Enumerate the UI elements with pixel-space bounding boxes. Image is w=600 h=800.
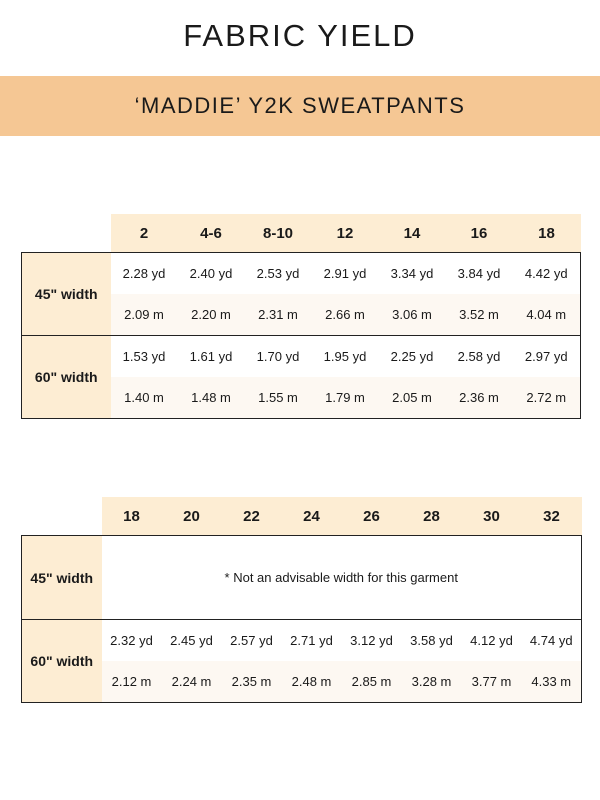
size-header-row <box>22 214 581 253</box>
fabric-width-label: 60" width <box>22 620 102 703</box>
yield-cell: 2.97 yd <box>513 336 581 378</box>
yield-row-yards <box>22 620 582 662</box>
yield-cell: 4.33 m <box>522 661 582 703</box>
yield-cell: 2.36 m <box>446 377 513 419</box>
yield-cell: 3.58 yd <box>402 620 462 662</box>
yield-cell: 1.70 yd <box>245 336 312 378</box>
size-header: 22 <box>222 497 282 536</box>
yield-cell: 2.09 m <box>111 294 178 336</box>
yield-cell: 2.25 yd <box>379 336 446 378</box>
yield-cell: 4.12 yd <box>462 620 522 662</box>
fabric-width-label: 45" width <box>22 536 102 620</box>
size-header: 4-6 <box>178 214 245 253</box>
not-advisable-note: * Not an advisable width for this garment <box>102 536 582 620</box>
size-header: 12 <box>312 214 379 253</box>
yield-cell: 2.66 m <box>312 294 379 336</box>
pattern-name-banner <box>0 76 600 136</box>
size-header: 28 <box>402 497 462 536</box>
yield-cell: 2.20 m <box>178 294 245 336</box>
yield-cell: 1.61 yd <box>178 336 245 378</box>
yield-cell: 2.31 m <box>245 294 312 336</box>
size-header: 26 <box>342 497 402 536</box>
yield-cell: 1.55 m <box>245 377 312 419</box>
yield-row-meters <box>22 661 582 703</box>
yield-cell: 3.77 m <box>462 661 522 703</box>
yield-cell: 2.40 yd <box>178 253 245 295</box>
yield-cell: 2.91 yd <box>312 253 379 295</box>
yield-cell: 2.24 m <box>162 661 222 703</box>
yield-cell: 2.32 yd <box>102 620 162 662</box>
corner-cell <box>22 214 111 253</box>
yield-cell: 2.12 m <box>102 661 162 703</box>
yield-row-yards <box>22 253 581 295</box>
yield-cell: 3.34 yd <box>379 253 446 295</box>
yield-cell: 2.58 yd <box>446 336 513 378</box>
fabric-width-label: 45" width <box>22 253 111 336</box>
yield-cell: 3.28 m <box>402 661 462 703</box>
yield-cell: 2.48 m <box>282 661 342 703</box>
yield-cell: 2.05 m <box>379 377 446 419</box>
size-header: 24 <box>282 497 342 536</box>
yield-cell: 1.95 yd <box>312 336 379 378</box>
yield-cell: 3.06 m <box>379 294 446 336</box>
yield-table-large-sizes <box>21 497 582 703</box>
yield-row-45-width <box>22 536 582 620</box>
size-header: 18 <box>102 497 162 536</box>
yield-cell: 2.72 m <box>513 377 581 419</box>
yield-cell: 4.74 yd <box>522 620 582 662</box>
yield-cell: 1.53 yd <box>111 336 178 378</box>
size-header: 16 <box>446 214 513 253</box>
yield-cell: 2.71 yd <box>282 620 342 662</box>
size-header-row <box>22 497 582 536</box>
yield-table-small-sizes <box>21 214 581 419</box>
yield-cell: 3.12 yd <box>342 620 402 662</box>
size-header: 14 <box>379 214 446 253</box>
fabric-width-label: 60" width <box>22 336 111 419</box>
yield-cell: 4.04 m <box>513 294 581 336</box>
yield-row-yards <box>22 336 581 378</box>
size-header: 20 <box>162 497 222 536</box>
size-header: 32 <box>522 497 582 536</box>
yield-cell: 4.42 yd <box>513 253 581 295</box>
size-header: 2 <box>111 214 178 253</box>
size-header: 8-10 <box>245 214 312 253</box>
corner-cell <box>22 497 102 536</box>
yield-cell: 2.28 yd <box>111 253 178 295</box>
pattern-name: ‘MADDIE’ Y2K SWEATPANTS <box>134 93 466 118</box>
yield-cell: 1.48 m <box>178 377 245 419</box>
size-header: 30 <box>462 497 522 536</box>
yield-cell: 1.40 m <box>111 377 178 419</box>
size-header: 18 <box>513 214 581 253</box>
yield-cell: 2.57 yd <box>222 620 282 662</box>
yield-cell: 2.53 yd <box>245 253 312 295</box>
yield-cell: 3.52 m <box>446 294 513 336</box>
yield-cell: 2.35 m <box>222 661 282 703</box>
yield-cell: 2.85 m <box>342 661 402 703</box>
page-title: FABRIC YIELD <box>183 18 417 53</box>
yield-cell: 1.79 m <box>312 377 379 419</box>
yield-cell: 3.84 yd <box>446 253 513 295</box>
yield-cell: 2.45 yd <box>162 620 222 662</box>
